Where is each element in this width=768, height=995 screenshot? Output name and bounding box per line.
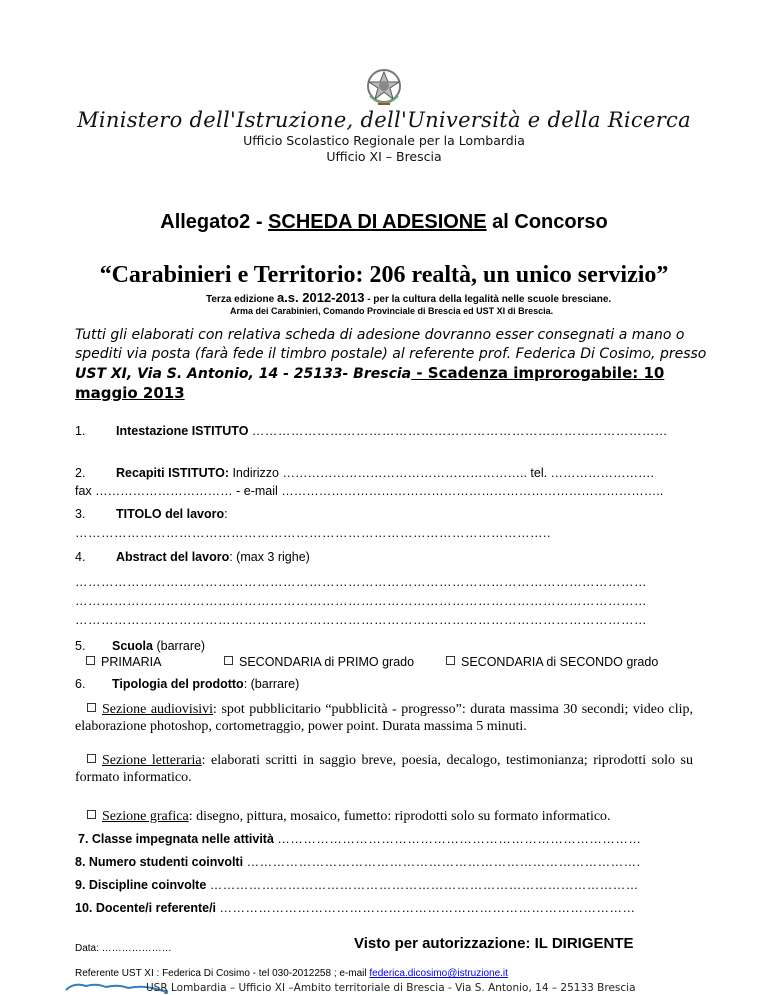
authorization-signature: Visto per autorizzazione: IL DIRIGENTE bbox=[354, 935, 634, 952]
field-7 bbox=[78, 832, 641, 846]
edizione-pre: Terza edizione bbox=[206, 294, 277, 305]
section-letteraria bbox=[75, 752, 693, 786]
concorso-title: “Carabinieri e Territorio: 206 realtà, un unico servizio” bbox=[99, 262, 669, 288]
field-7-input-line[interactable]: ………………………………………………………………………… bbox=[277, 832, 642, 846]
allegato-suffix: al Concorso bbox=[486, 211, 608, 233]
field-2-label: Recapiti ISTITUTO: bbox=[116, 466, 229, 480]
field-9-input-line[interactable]: ……………………………………………………………………………………… bbox=[209, 878, 639, 892]
field-10-label: 10. Docente/i referente/i bbox=[75, 901, 217, 915]
field-4-note: : (max 3 righe) bbox=[229, 550, 310, 564]
allegato-prefix: Allegato2 - bbox=[160, 211, 269, 233]
field-4-input-line-2[interactable]: …………………………………………………………………………………………………………………… bbox=[75, 594, 647, 608]
intro-paragraph bbox=[75, 326, 715, 404]
field-7-label: 7. Classe impegnata nelle attività bbox=[78, 832, 274, 846]
section-audiovisivi-text: : spot pubblicitario “pubblicità - progresso”: durata massima 30 secondi; video clip, elaborazione photoshop, cortometraggio, power point. Durata massima 5 minuti. bbox=[75, 702, 693, 734]
field-2-address-line[interactable]: Indirizzo ………………………………………………….. tel. ……………………. bbox=[228, 466, 655, 480]
allegato-scheda: SCHEDA DI ADESIONE bbox=[268, 211, 487, 233]
field-3-colon: : bbox=[224, 507, 228, 521]
field-10-input-line[interactable]: …………………………………………………………………………………… bbox=[219, 901, 636, 915]
option-secondaria-primo[interactable] bbox=[224, 655, 414, 669]
field-8-input-line[interactable]: ………………………………………………………………………………. bbox=[246, 855, 641, 869]
field-1-input-line[interactable]: …………………………………………………………………………………… bbox=[251, 424, 668, 438]
field-3-input-line[interactable]: ……………………………………………………………………………………………….. bbox=[75, 526, 551, 540]
field-8-label: 8. Numero studenti coinvolti bbox=[75, 855, 244, 869]
field-2-line2[interactable]: fax …………………………… - e-mail ……………………………………………………………………………….. bbox=[75, 484, 664, 498]
option-secondaria-secondo[interactable] bbox=[446, 655, 658, 669]
intro-deadline: - Scadenza improrogabile: 10 maggio 2013 bbox=[75, 364, 665, 402]
field-5-label: Scuola bbox=[112, 639, 153, 653]
intro-text: Tutti gli elaborati con relativa scheda di adesione dovranno esser consegnati a mano o spediti via posta (farà fede il timbro postale) al referente prof. Federica Di Cosimo, presso bbox=[75, 327, 707, 362]
field-6-label: Tipologia del prodotto bbox=[112, 677, 244, 691]
footer-address: USR Lombardia – Ufficio XI –Ambito territoriale di Brescia - Via S. Antonio, 14 – 25133 Brescia bbox=[146, 982, 636, 994]
field-10 bbox=[75, 901, 636, 915]
edizione-post: - per la cultura della legalità nelle scuole bresciane. bbox=[364, 294, 612, 305]
field-3-label: TITOLO del lavoro bbox=[116, 507, 225, 521]
section-grafica-text: : disegno, pittura, mosaico, fumetto: riprodotti solo su formato informatico. bbox=[188, 809, 611, 824]
field-9-label: 9. Discipline coinvolte bbox=[75, 878, 207, 892]
field-4-input-line-3[interactable]: …………………………………………………………………………………………………………………… bbox=[75, 613, 647, 627]
referente-text: Referente UST XI : Federica Di Cosimo - tel 030-2012258 ; e-mail bbox=[75, 968, 370, 979]
option-secondaria-primo-label: SECONDARIA di PRIMO grado bbox=[239, 655, 415, 669]
checkbox-icon[interactable] bbox=[87, 810, 96, 819]
field-3-number: 3. bbox=[75, 507, 86, 521]
ministry-name: Ministero dell'Istruzione, dell'Università e della Ricerca bbox=[77, 108, 691, 132]
referente-email-link[interactable]: federica.dicosimo@istruzione.it bbox=[369, 968, 508, 979]
field-4-label: Abstract del lavoro bbox=[116, 550, 230, 564]
field-9 bbox=[75, 878, 639, 892]
option-primaria-label: PRIMARIA bbox=[101, 655, 162, 669]
section-grafica bbox=[75, 808, 693, 825]
section-audiovisivi bbox=[75, 701, 693, 735]
section-letteraria-name: Sezione letteraria bbox=[102, 753, 202, 768]
referente-line bbox=[75, 968, 508, 979]
checkbox-icon[interactable] bbox=[87, 754, 96, 763]
field-2-number: 2. bbox=[75, 466, 86, 480]
field-5-number: 5. bbox=[75, 639, 86, 653]
office-region: Ufficio Scolastico Regionale per la Lombardia bbox=[243, 133, 525, 148]
option-secondaria-secondo-label: SECONDARIA di SECONDO grado bbox=[461, 655, 659, 669]
section-audiovisivi-name: Sezione audiovisivi bbox=[102, 702, 214, 717]
edizione-line bbox=[206, 290, 611, 305]
field-5-note: (barrare) bbox=[153, 639, 206, 653]
section-grafica-name: Sezione grafica bbox=[102, 809, 189, 824]
field-8 bbox=[75, 855, 641, 869]
field-1-number: 1. bbox=[75, 424, 86, 438]
field-4-number: 4. bbox=[75, 550, 86, 564]
field-6-note: : (barrare) bbox=[243, 677, 300, 691]
option-primaria[interactable] bbox=[86, 655, 161, 669]
date-field[interactable]: Data: ………………… bbox=[75, 943, 172, 954]
field-4-input-line-1[interactable]: …………………………………………………………………………………………………………………… bbox=[75, 575, 647, 589]
field-6-number: 6. bbox=[75, 677, 86, 691]
arma-line: Arma dei Carabinieri, Comando Provinciale di Brescia ed UST XI di Brescia. bbox=[230, 306, 554, 316]
field-1-label: Intestazione ISTITUTO bbox=[116, 424, 249, 438]
office-local: Ufficio XI – Brescia bbox=[326, 149, 442, 164]
checkbox-icon[interactable] bbox=[446, 656, 455, 665]
allegato-heading bbox=[0, 211, 768, 234]
checkbox-icon[interactable] bbox=[87, 703, 96, 712]
intro-address: UST XI, Via S. Antonio, 14 - 25133- Brescia bbox=[75, 366, 412, 382]
section-letteraria-text: : elaborati scritti in saggio breve, poesia, decalogo, testimonianza; riprodotti solo su formato informatico. bbox=[75, 753, 693, 785]
edizione-year: a.s. 2012-2013 bbox=[276, 290, 365, 305]
italian-republic-emblem-icon bbox=[364, 66, 404, 108]
checkbox-icon[interactable] bbox=[224, 656, 233, 665]
checkbox-icon[interactable] bbox=[86, 656, 95, 665]
